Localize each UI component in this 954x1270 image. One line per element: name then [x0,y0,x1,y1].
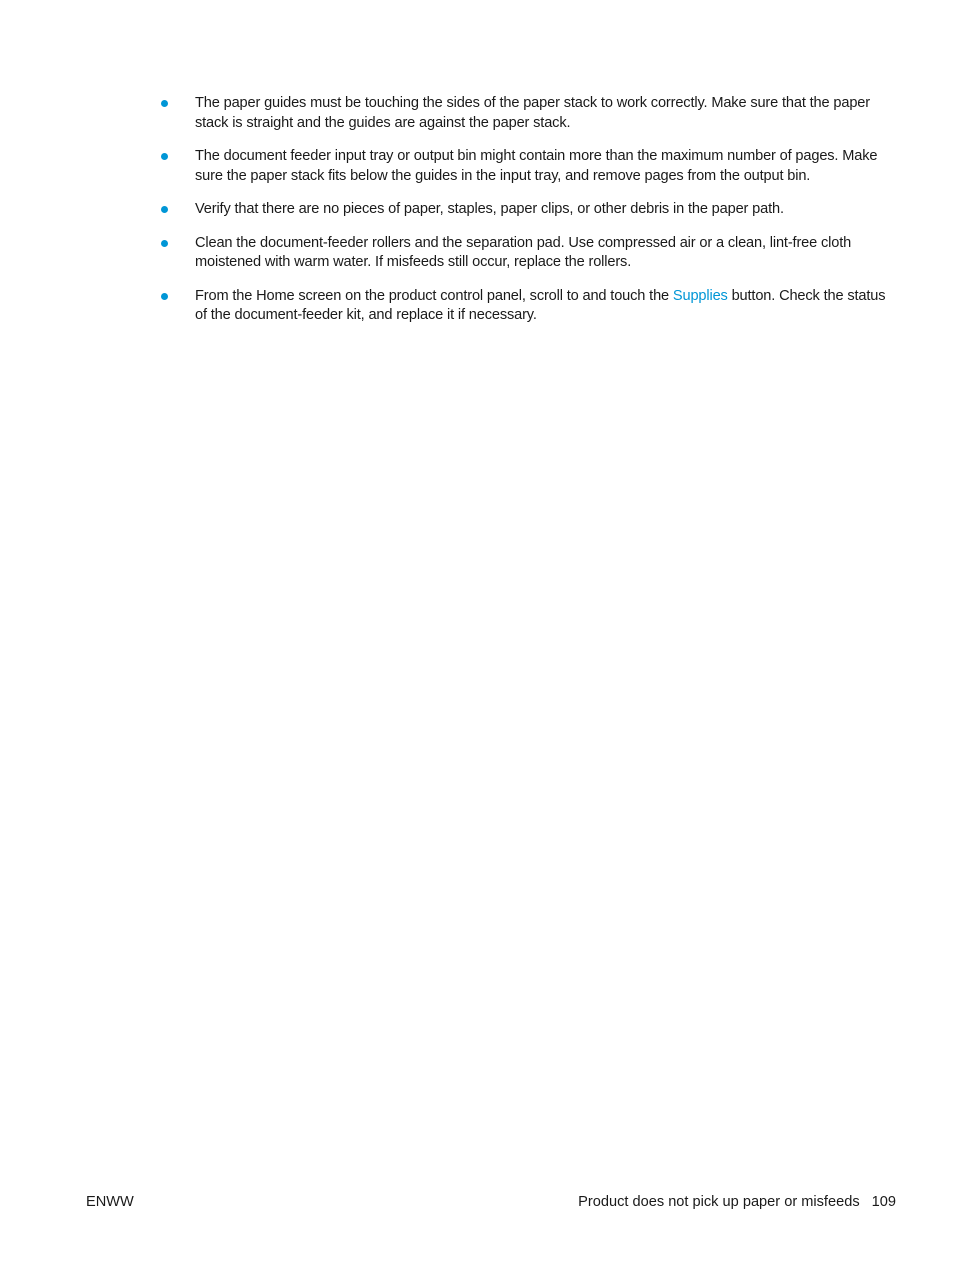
footer-doc-code: ENWW [86,1194,134,1210]
list-item [159,147,889,186]
page-number: 109 [871,1194,896,1210]
bullet-icon [161,100,168,107]
bullet-icon [161,240,168,247]
list-item [159,234,889,273]
bullet-text: Clean the document-feeder rollers and the separation pad. Use compressed air or a clean, lint-free cloth moistened with warm water. If misfeeds still occur, replace the rollers. [195,234,852,270]
list-item [159,94,889,133]
bullet-text: The document feeder input tray or output bin might contain more than the maximum number of pages. Make sure the paper stack fits below the guides in the input tray, and remove pages from the output bin. [195,148,878,184]
bullet-text: Verify that there are no pieces of paper, staples, paper clips, or other debris in the paper path. [195,201,784,217]
page-footer [86,1192,896,1212]
bullet-icon [161,293,168,300]
footer-right [578,1192,896,1212]
troubleshooting-bullet-list [159,94,889,340]
bullet-text: The paper guides must be touching the sides of the paper stack to work correctly. Make sure that the paper stack is straight and the guides are against the paper stack. [195,95,870,131]
supplies-link[interactable]: Supplies [672,287,728,304]
bullet-text-before-link: From the Home screen on the product control panel, scroll to and touch the [195,287,673,304]
footer-section-title: Product does not pick up paper or misfeeds [578,1194,860,1210]
bullet-icon [161,153,168,160]
list-item [159,287,889,326]
bullet-text-after-link: button. Check the status of the document-feeder kit, and replace it if necessary. [195,287,886,323]
bullet-icon [161,206,168,213]
list-item [159,200,889,220]
